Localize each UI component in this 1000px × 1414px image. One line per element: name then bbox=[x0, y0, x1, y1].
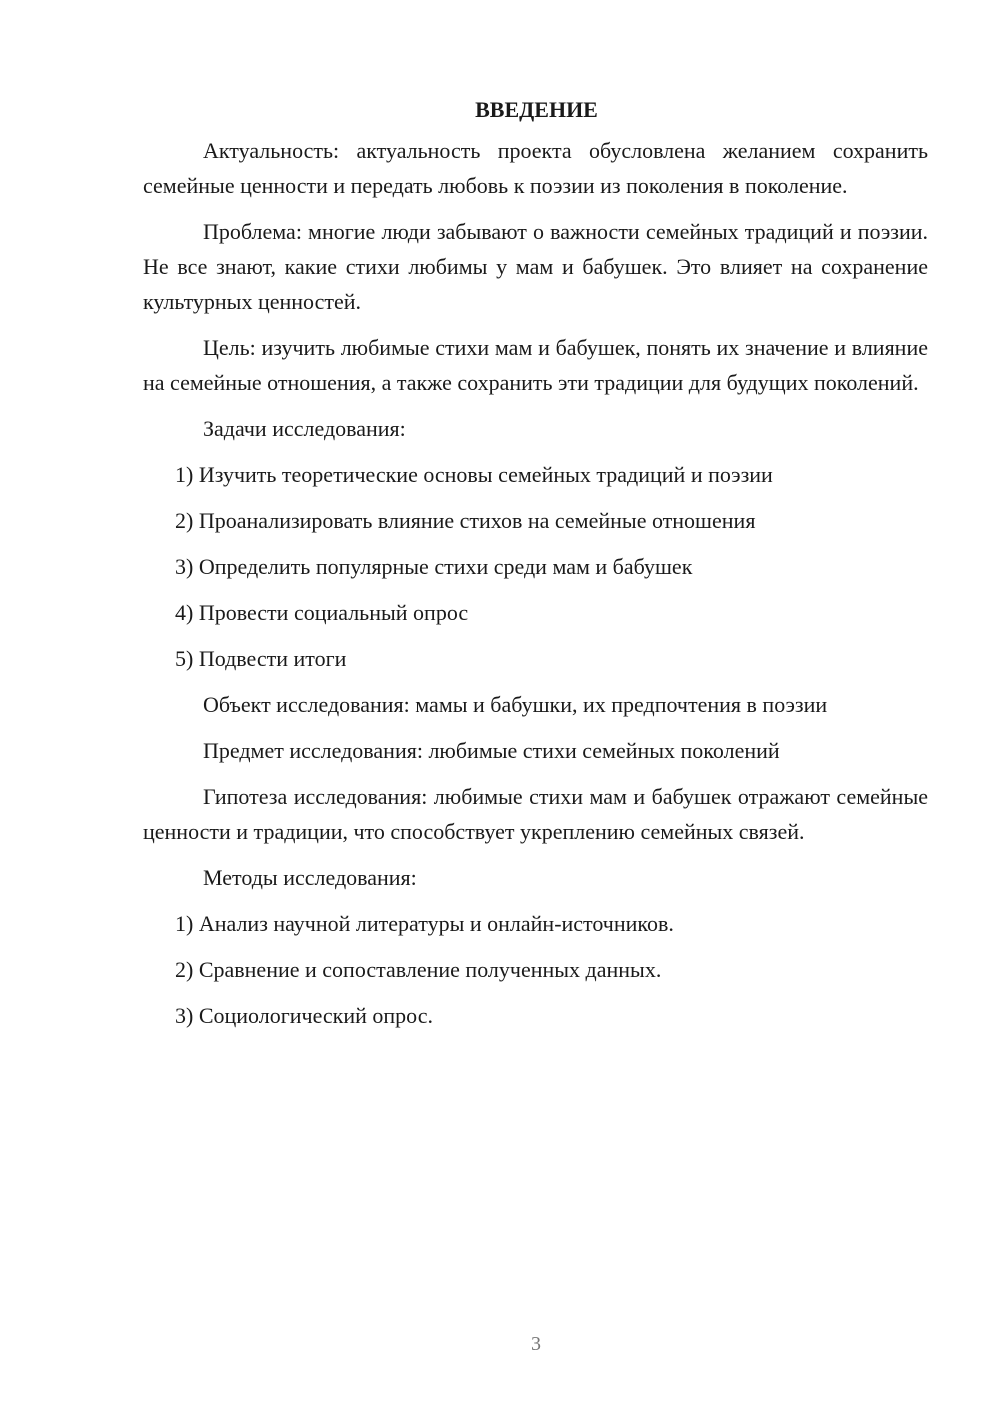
problem-paragraph: Проблема: многие люди забывают о важности семейных традиций и поэзии. Не все знают, какие стихи любимы у мам и бабушек. Это влияет на сохранение культурных ценностей. bbox=[143, 219, 928, 314]
subject-paragraph: Предмет исследования: любимые стихи семейных поколений bbox=[203, 738, 780, 763]
task-item: 2) Проанализировать влияние стихов на семейные отношения bbox=[175, 508, 756, 533]
methods-heading: Методы исследования: bbox=[203, 865, 417, 890]
task-item: 1) Изучить теоретические основы семейных традиций и поэзии bbox=[175, 462, 773, 487]
method-item: 2) Сравнение и сопоставление полученных данных. bbox=[175, 957, 662, 982]
tasks-heading: Задачи исследования: bbox=[203, 416, 406, 441]
method-item: 1) Анализ научной литературы и онлайн-источников. bbox=[175, 911, 674, 936]
hypothesis-paragraph: Гипотеза исследования: любимые стихи мам и бабушек отражают семейные ценности и традиции, что способствует укреплению семейных связей. bbox=[143, 784, 928, 844]
relevance-paragraph: Актуальность: актуальность проекта обусловлена желанием сохранить семейные ценности и передать любовь к поэзии из поколения в поколение. bbox=[143, 138, 928, 198]
goal-paragraph: Цель: изучить любимые стихи мам и бабушек, понять их значение и влияние на семейные отношения, а также сохранить эти традиции для будущих поколений. bbox=[143, 335, 928, 395]
task-item: 3) Определить популярные стихи среди мам и бабушек bbox=[175, 554, 693, 579]
task-item: 4) Провести социальный опрос bbox=[175, 600, 469, 625]
tasks-list bbox=[143, 457, 928, 676]
document-body bbox=[143, 92, 928, 1044]
object-paragraph: Объект исследования: мамы и бабушки, их предпочтения в поэзии bbox=[203, 692, 828, 717]
task-item: 5) Подвести итоги bbox=[175, 646, 347, 671]
method-item: 3) Социологический опрос. bbox=[175, 1003, 433, 1028]
section-title: ВВЕДЕНИЕ bbox=[475, 97, 598, 122]
methods-list bbox=[143, 906, 928, 1033]
page-number: 3 bbox=[531, 1333, 541, 1355]
